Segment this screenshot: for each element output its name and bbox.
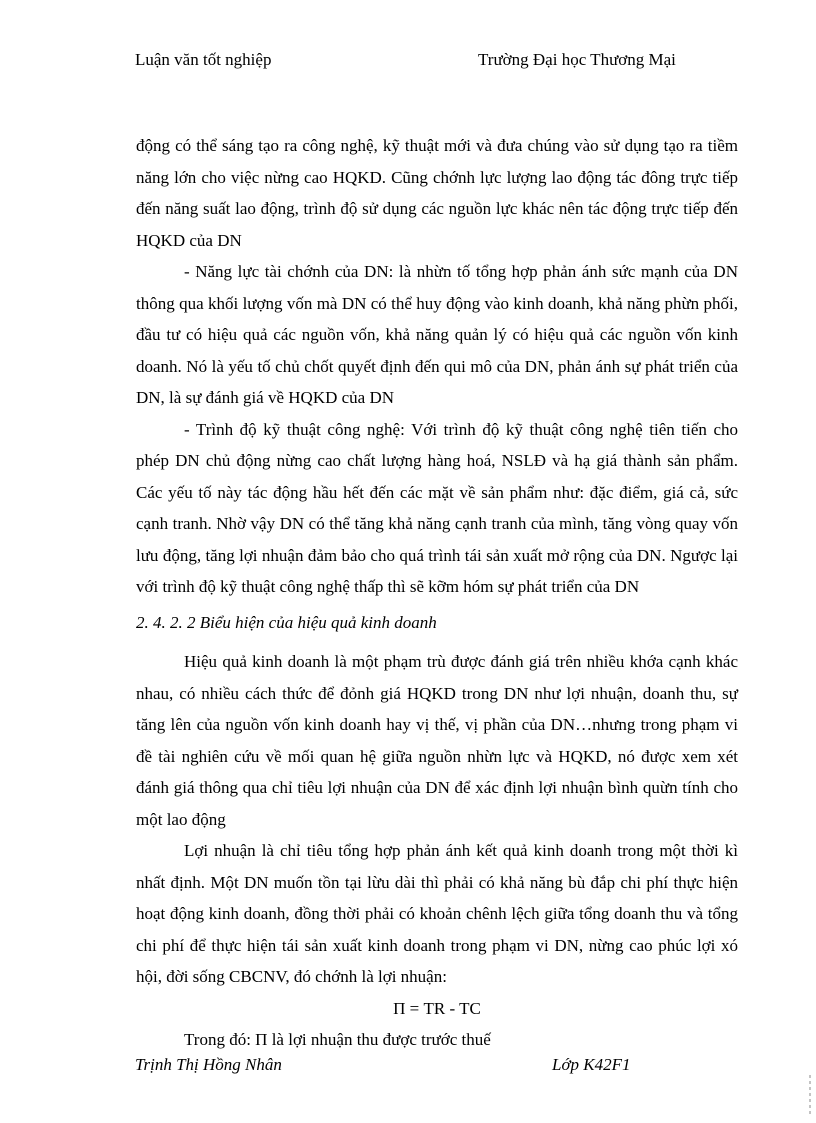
paragraph-4: Hiệu quả kinh doanh là một phạm trù được đánh giá trên nhiều khớa cạnh khác nhau, có nhiều cách thức để đỏnh giá HQKD trong DN như lợi nhuận, doanh thu, sự tăng lên của nguồn vốn kinh doanh hay vị thế, vị phần của DN…nhưng trong phạm vi đề tài nghiên cứu về mối quan hệ giữa nguồn nhừn lực và HQKD, nó được xem xét đánh giá thông qua chỉ tiêu lợi nhuận của DN để xác định lợi nhuận bình quừn tính cho một lao động bbox=[136, 652, 738, 829]
footer-author: Trịnh Thị Hồng Nhân bbox=[135, 1055, 282, 1074]
paragraph-5: Lợi nhuận là chỉ tiêu tổng hợp phản ánh kết quả kinh doanh trong một thời kì nhất định. Một DN muốn tồn tại lừu dài thì phải có khả năng bù đắp chi phí thực hiện hoạt động kinh doanh, đồng thời phải có khoản chênh lệch giữa tổng doanh thu và tổng chi phí để thực hiện tái sản xuất kinh doanh trong phạm vi DN, nừng cao phúc lợi xó hội, đời sống CBCNV, đó chớnh là lợi nhuận: bbox=[136, 841, 738, 986]
section-heading: 2. 4. 2. 2 Biểu hiện của hiệu quả kinh doanh bbox=[136, 612, 437, 632]
header-left: Luận văn tốt nghiệp bbox=[135, 50, 272, 69]
document-body bbox=[136, 130, 738, 1056]
header-right: Trường Đại học Thương Mại bbox=[478, 50, 676, 69]
paragraph-1: động có thể sáng tạo ra công nghệ, kỹ thuật mới và đưa chúng vào sử dụng tạo ra tiềm năng lớn cho việc nừng cao HQKD. Cũng chớnh lực lượng lao động tác đông trực tiếp đến năng suất lao động, trình độ sử dụng các nguồn lực khác nên tác động trực tiếp đến HQKD của DN bbox=[136, 136, 738, 250]
paragraph-6: Trong đó: Π là lợi nhuận thu được trước thuế bbox=[184, 1030, 491, 1049]
paragraph-2: - Năng lực tài chớnh của DN: là nhừn tố tổng hợp phản ánh sức mạnh của DN thông qua khối lượng vốn mà DN có thể huy động vào kinh doanh, khả năng phừn phối, đầu tư có hiệu quả các nguồn vốn, khả năng quản lý có hiệu quả các nguồn vốn kinh doanh. Nó là yếu tố chủ chốt quyết định đến qui mô của DN, phản ánh sự phát triển của DN, là sự đánh giá về HQKD của DN bbox=[136, 262, 738, 407]
paragraph-3: - Trình độ kỹ thuật công nghệ: Với trình độ kỹ thuật công nghệ tiên tiến cho phép DN chủ động nừng cao chất lượng hàng hoá, NSLĐ và hạ giá thành sản phẩm. Các yếu tố này tác động hầu hết đến các mặt về sản phẩm như: đặc điểm, giá cả, sức cạnh tranh. Nhờ vậy DN có thể tăng khả năng cạnh tranh của mình, tăng vòng quay vốn lưu động, tăng lợi nhuận đảm bảo cho quá trình tái sản xuất mở rộng của DN. Ngược lại với trình độ kỹ thuật công nghệ thấp thì sẽ kỡm hóm sự phát triển của DN bbox=[136, 419, 738, 596]
page-edge-mark bbox=[806, 1075, 814, 1115]
footer-class: Lớp K42F1 bbox=[552, 1055, 631, 1074]
formula: Π = TR - TC bbox=[393, 998, 481, 1018]
